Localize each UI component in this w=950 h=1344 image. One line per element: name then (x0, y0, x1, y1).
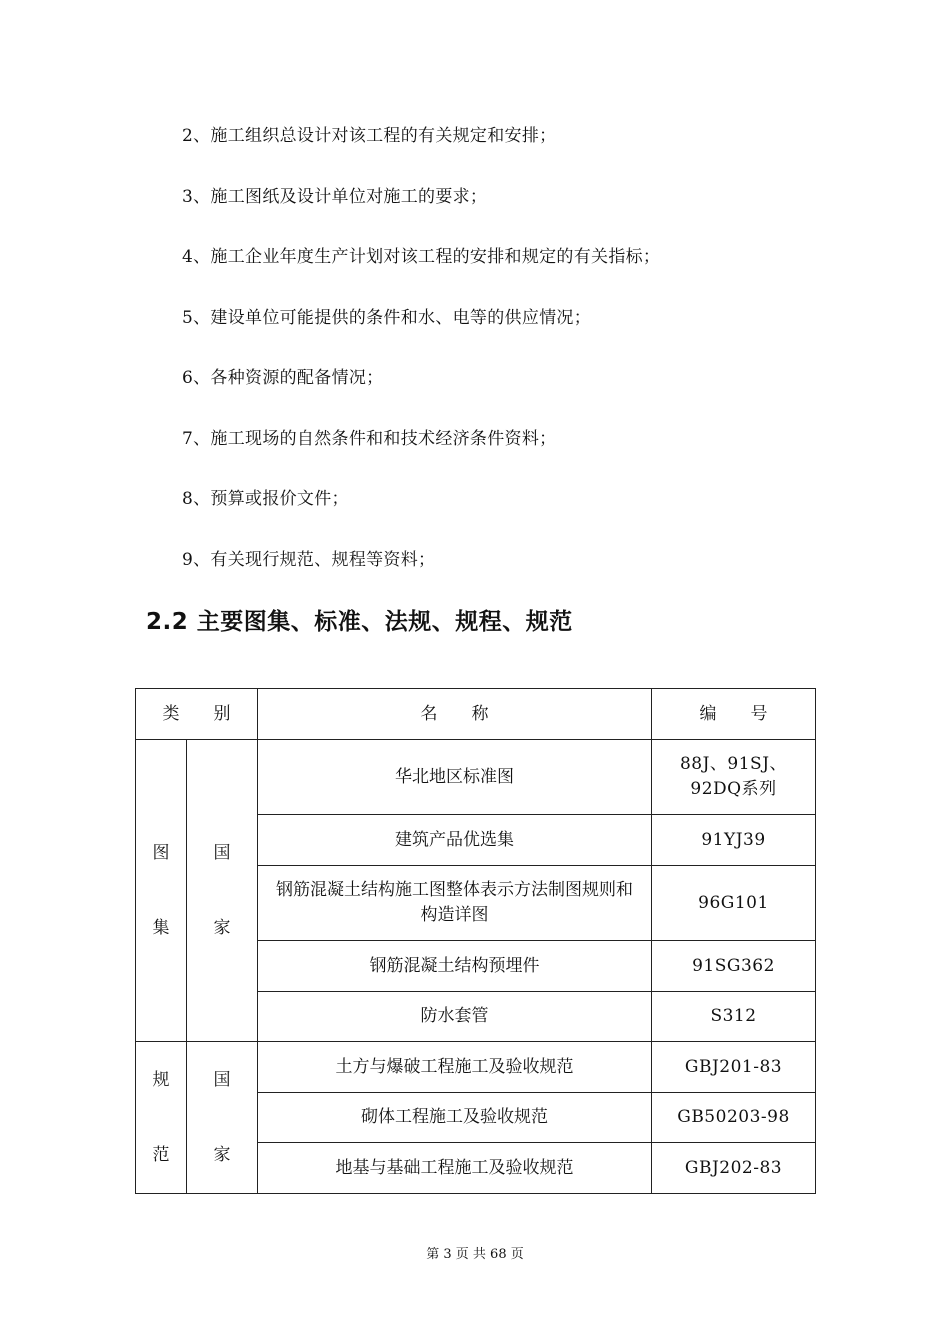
standard-name: 华北地区标准图 (258, 740, 652, 815)
section-heading: 2.2 主要图集、标准、法规、规程、规范 (146, 609, 573, 635)
page-footer: 第 3 页 共 68 页 (426, 1247, 524, 1262)
header-category: 类 别 (136, 689, 258, 740)
group-level-char: 国 (213, 1069, 231, 1090)
standard-code: 91YJ39 (652, 815, 816, 866)
group-type-cell (136, 740, 187, 1042)
list-item-6: 6、各种资源的配备情况； (182, 368, 384, 388)
group-type-char: 集 (152, 917, 170, 938)
standard-name: 钢筋混凝土结构施工图整体表示方法制图规则和构造详图 (258, 866, 652, 941)
standard-code: GB50203-98 (652, 1093, 816, 1143)
group-type-cell (136, 1042, 187, 1194)
list-item-7: 7、施工现场的自然条件和和技术经济条件资料； (182, 429, 557, 449)
list-item-8: 8、预算或报价文件； (182, 489, 349, 509)
group-level-char: 家 (213, 1144, 231, 1165)
group-level-cell (187, 740, 258, 1042)
group-type-char: 范 (152, 1144, 170, 1165)
standard-name: 防水套管 (258, 992, 652, 1042)
standard-code: 88J、91SJ、92DQ系列 (652, 740, 816, 815)
standard-code: 91SG362 (652, 941, 816, 992)
standard-code: S312 (652, 992, 816, 1042)
table-header-row (136, 689, 816, 740)
header-code: 编 号 (652, 689, 816, 740)
group-level-char: 国 (213, 842, 231, 863)
standard-name: 砌体工程施工及验收规范 (258, 1093, 652, 1143)
group-level-cell (187, 1042, 258, 1194)
table-row (136, 1042, 816, 1093)
standard-name: 建筑产品优选集 (258, 815, 652, 866)
list-item-3: 3、施工图纸及设计单位对施工的要求； (182, 187, 488, 207)
table-row (136, 740, 816, 815)
group-level-char: 家 (213, 917, 231, 938)
standards-table (135, 688, 816, 1194)
standard-code: GBJ201-83 (652, 1042, 816, 1093)
header-name: 名 称 (258, 689, 652, 740)
list-item-2: 2、施工组织总设计对该工程的有关规定和安排； (182, 126, 557, 146)
standard-name: 土方与爆破工程施工及验收规范 (258, 1042, 652, 1093)
list-item-9: 9、有关现行规范、规程等资料； (182, 550, 436, 570)
list-item-4: 4、施工企业年度生产计划对该工程的安排和规定的有关指标； (182, 247, 661, 267)
standard-name: 钢筋混凝土结构预埋件 (258, 941, 652, 992)
group-type-char: 图 (152, 842, 170, 863)
standard-code: GBJ202-83 (652, 1143, 816, 1194)
list-item-5: 5、建设单位可能提供的条件和水、电等的供应情况； (182, 308, 592, 328)
group-type-char: 规 (152, 1069, 170, 1090)
standard-name: 地基与基础工程施工及验收规范 (258, 1143, 652, 1194)
standard-code: 96G101 (652, 866, 816, 941)
